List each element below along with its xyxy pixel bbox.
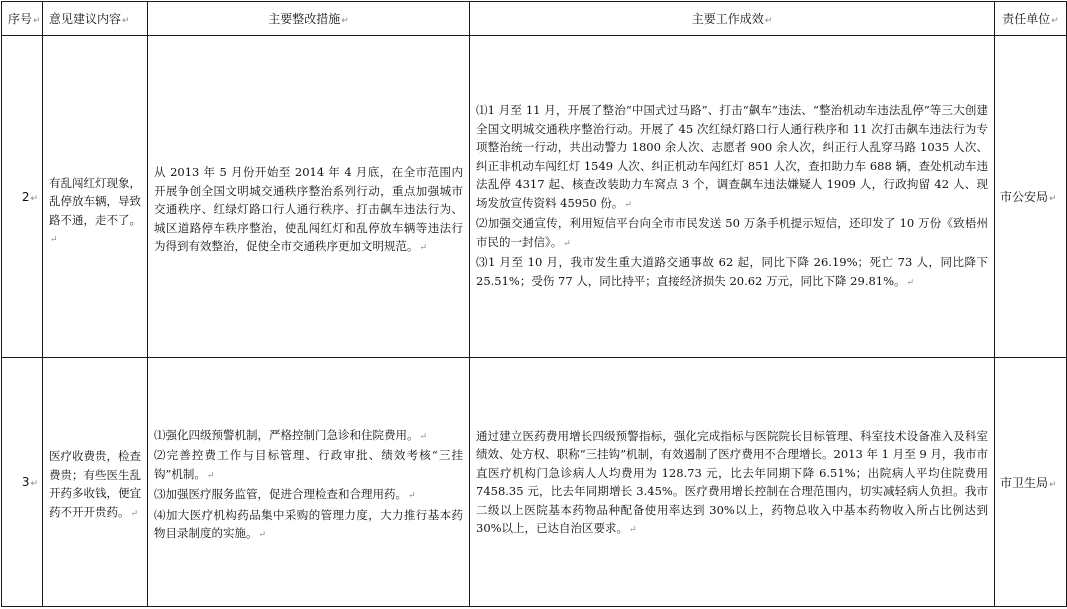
row-number: 3↵	[2, 358, 43, 607]
opinion-cell: 医疗收费贵，检查费贵；有些医生乱开药多收钱，便宜药不开开贵药。↵	[43, 358, 148, 607]
table-row	[2, 36, 1067, 358]
header-unit: 责任单位↵	[995, 2, 1067, 36]
measure-item: ⑵完善控费工作与目标管理、行政审批、绩效考核“三挂钩”机制。↵	[154, 448, 463, 481]
result-paragraph: ⑶1 月至 10 月，我市发生重大道路交通事故 62 起，同比下降 26.19%；死亡 73 人，同比降下 25.51%；受伤 77 人，同比持平；直接经济损失 20.62 万元，同比下降 29.81%。↵	[476, 255, 988, 288]
results-cell	[470, 358, 995, 607]
row-number: 2↵	[2, 36, 43, 358]
measures-cell	[148, 358, 470, 607]
header-results: 主要工作成效↵	[470, 2, 995, 36]
responsible-unit: 市公安局↵	[995, 36, 1067, 358]
result-paragraph: ⑴1 月至 11 月，开展了整治“中国式过马路”、打击“飙车”违法、“整治机动车违法乱停”等三大创建全国文明城交通秩序整治行动。开展了 45 次红绿灯路口行人通行秩序和 11 次打击飙车违法行为专项整治统一行动，共出动警力 1800 余人次、志愿者 900 余人次，纠正行人乱穿马路 1035 人次、纠正非机动车闯红灯 1549 人次、纠正机动车闯红灯 851 人次，查扣助力车 688 辆，查处机动车违法乱停 4317 起、核查改装助力车窝点 3 个，调查飙车违法嫌疑人 1909 人，行政拘留 42 人、现场发放宣传资料 45950 份。↵	[476, 103, 988, 210]
measure-item: ⑴强化四级预警机制，严格控制门急诊和住院费用。↵	[154, 427, 428, 442]
measure-item: ⑶加强医疗服务监管，促进合理检查和合理用药。↵	[154, 487, 416, 501]
measure-item: ⑷加大医疗机构药品集中采购的管理力度，大力推行基本药物目录制度的实施。↵	[154, 507, 463, 540]
header-no: 序号↵	[2, 2, 43, 36]
header-row	[2, 2, 1067, 36]
responsible-unit: 市卫生局↵	[995, 358, 1067, 607]
table-row	[2, 358, 1067, 607]
rectification-table	[1, 1, 1067, 607]
results-cell	[470, 36, 995, 358]
header-opinion: 意见建议内容↵	[43, 2, 148, 36]
header-measures: 主要整改措施↵	[148, 2, 470, 36]
opinion-cell: 有乱闯红灯现象，乱停放车辆，导致路不通，走不了。↵	[43, 36, 148, 358]
result-paragraph: 通过建立医药费用增长四级预警指标，强化完成指标与医院院长目标管理、科室技术设备准入及科室绩效、处方权、职称“三挂钩”机制，有效遏制了医疗费用不合理增长。2013 年 1 月至 9 月，我市市直医疗机构门急诊病人人均费用为 128.73 元，比去年同期下降 6.51%；出院病人平均住院费用 7458.35 元，比去年同期增长 3.45%。医疗费用增长控制在合理范围内，切实减轻病人负担。我市二级以上医院基本药物品种配备使用率达到 30%以上，药物总收入中基本药物收入所占比例达到 30%以上，已达自治区要求。↵	[476, 428, 988, 535]
measures-cell: 从 2013 年 5 月份开始至 2014 年 4 月底，在全市范围内开展争创全国文明城交通秩序整治系列行动，重点加强城市交通秩序、红绿灯路口行人通行秩序、打击飙车违法行为、城区道路停车秩序整治，使乱闯红灯和乱停放车辆等违法行为得到有效整治，促使全市交通秩序更加文明规范。↵	[148, 36, 470, 358]
result-paragraph: ⑵加强交通宣传，利用短信平台向全市市民发送 50 万条手机提示短信，还印发了 10 万份《致梧州市民的一封信》。↵	[476, 216, 988, 249]
